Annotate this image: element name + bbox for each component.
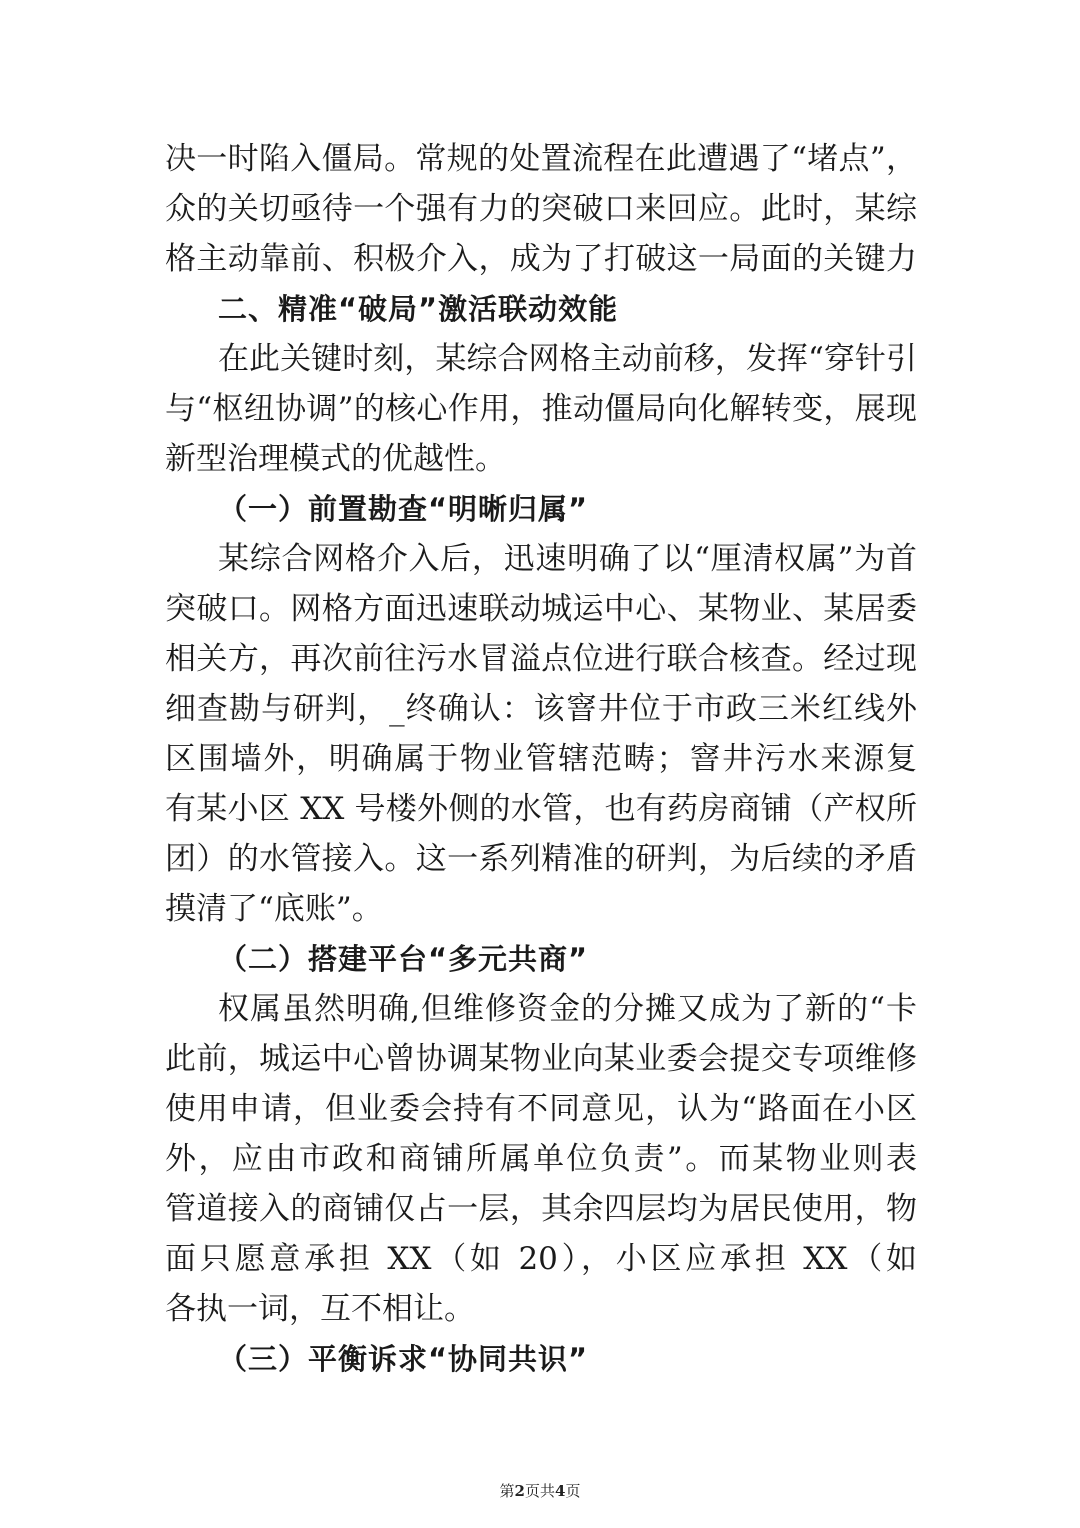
body-line: 某综合网格介入后，迅速明确了以“厘清权属”为首 [218, 541, 917, 577]
body-line: 细查勘与研判，_终确认：该窨井位于市政三米红线外 [165, 691, 917, 727]
body-line: 众的关切亟待一个强有力的突破口来回应。此时，某综 [165, 191, 917, 227]
subsection-heading: （一）前置勘查“明晰归属” [218, 492, 589, 526]
footer-page-number: 2 [514, 1482, 525, 1500]
footer-prefix: 第 [499, 1482, 515, 1500]
body-line: 在此关键时刻，某综合网格主动前移，发挥“穿针引 [218, 341, 917, 377]
body-line: 相关方，再次前往污水冒溢点位进行联合核查。经过现 [165, 641, 917, 677]
body-line: 格主动靠前、积极介入，成为了打破这一局面的关键力 [165, 241, 917, 277]
body-line: 团）的水管接入。这一系列精准的研判，为后续的矛盾 [165, 841, 917, 877]
body-line: 此前，城运中心曾协调某物业向某业委会提交专项维修 [165, 1041, 917, 1077]
body-line: 权属虽然明确,但维修资金的分摊又成为了新的“卡 [218, 991, 917, 1027]
subsection-heading: （三）平衡诉求“协同共识” [218, 1342, 589, 1376]
page-footer [0, 1480, 1080, 1501]
subsection-heading: （二）搭建平台“多元共商” [218, 942, 589, 976]
body-line: 决一时陷入僵局。常规的处置流程在此遭遇了“堵点”， [165, 141, 917, 177]
body-line: 有某小区 XX 号楼外侧的水管，也有药房商铺（产权所 [165, 791, 917, 827]
section-heading: 二、精准“破局”激活联动效能 [218, 292, 619, 326]
body-line: 与“枢纽协调”的核心作用，推动僵局向化解转变，展现 [165, 391, 917, 427]
body-line: 使用申请，但业委会持有不同意见，认为“路面在小区 [165, 1091, 917, 1127]
body-line: 突破口。网格方面迅速联动城运中心、某物业、某居委 [165, 591, 917, 627]
footer-middle: 页共 [524, 1482, 555, 1500]
body-line: 面只愿意承担 XX（如 20），小区应承担 XX（如 [165, 1241, 917, 1277]
body-line: 新型治理模式的优越性。 [165, 441, 506, 477]
footer-total-pages: 4 [555, 1482, 566, 1500]
body-line: 区围墙外，明确属于物业管辖范畴；窨井污水来源复 [165, 741, 917, 777]
body-line: 各执一词，互不相让。 [165, 1291, 475, 1327]
body-line: 摸清了“底账”。 [165, 891, 383, 927]
body-line: 管道接入的商铺仅占一层，其余四层均为居民使用，物 [165, 1191, 917, 1227]
footer-suffix: 页 [565, 1482, 581, 1500]
body-line: 外，应由市政和商铺所属单位负责”。而某物业则表 [165, 1141, 917, 1177]
